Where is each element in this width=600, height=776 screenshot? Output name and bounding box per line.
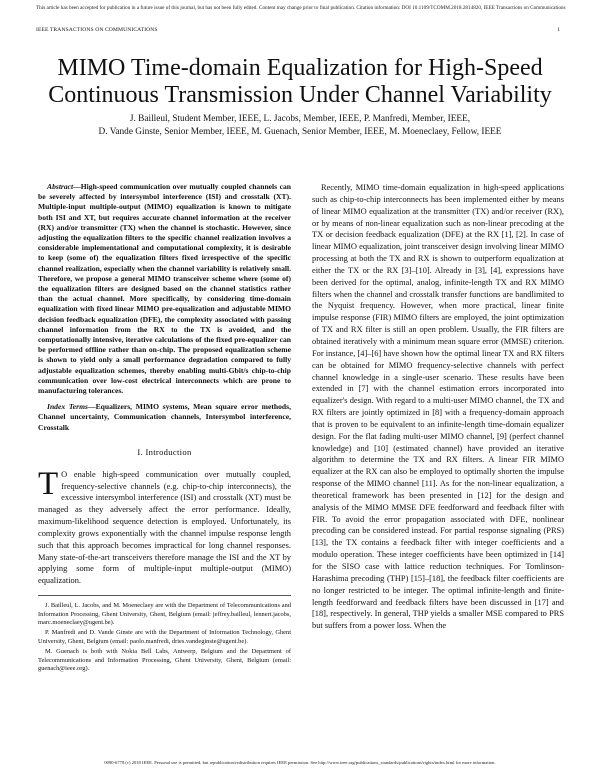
index-terms-text: —Equalizers, MIMO systems, Mean square error methods, Channel uncertainty, Communication channels, Intersymbol interference, Crosstalk	[38, 402, 291, 432]
introduction-text: O enable high-speed communication over mutually coupled, frequency-selective channels (e.g. chip-to-chip interconnects), the excessive intersymbol interference (ISI) and crosstalk (XT) must be managed as they adversely affect the error performance. Ideally, maximum-likelihood sequence detection is employed. Unfortunately, its complexity grows exponentially with the channel impulse response length such that this approach becomes impractical for long channel responses. Many state-of-the-art transceivers therefore manage the ISI and the XT by applying some form of multiple-input multiple-output (MIMO) equalization.	[38, 469, 291, 586]
section-heading-introduction: I. Introduction	[137, 446, 192, 457]
author-list	[30, 113, 570, 139]
author-line-1: J. Bailleul, Student Member, IEEE, L. Jacobs, Member, IEEE, P. Manfredi, Member, IEEE,	[129, 114, 471, 124]
drop-cap: T	[38, 465, 59, 502]
footnote: P. Manfredi and D. Vande Ginste are with the Department of Information Technology, Ghent University, Ghent, Belgium (email: paolo.manfredi, dries.vandeginste@ugent.be).	[38, 629, 291, 645]
prepublication-notice: This article has been accepted for publication in a future issue of this journal, but has not been fully edited. Content may change prior to final publication. Citation information: DOI 10.1109/TCOMM.2018.2814820, IEEE Transactions on Communications	[36, 5, 566, 11]
left-column	[38, 182, 291, 675]
footnote: J. Bailleul, L. Jacobs, and M. Moeneclaey are with the Department of Telecommunications and Information Processing, Ghent University, Ghent, Belgium (email: jeffrey.bailleul, lennert.jacobs, marc.moeneclaey@ugent.be).	[38, 602, 291, 626]
introduction-paragraph	[38, 465, 291, 587]
body-paragraph: Recently, MIMO time-domain equalization in high-speed applications such as chip-to-chip interconnects has been implemented either by means of linear MIMO equalization at the transmitter (TX) and/or receiver (RX), or by means of non-linear equalization such as non-linear precoding at the TX or decision feedback equalization (DFE) at the RX [1], [2]. In case of linear MIMO equalization, joint transceiver design involving linear MIMO processing at both the TX and RX is shown to outperform equalization at either the TX or the RX [3]–[10]. Already in [3], [4], expressions have been derived for the optimal, analog, infinite-length TX and RX MIMO filters when the channel and crosstalk transfer functions are bandlimited to the Nyquist frequency. However, when more practical, linear finite impulse response (FIR) MIMO filters are employed, the joint optimization of TX and RX filter is still an open problem. Usually, the FIR filters are obtained iteratively with a minimum mean square error (MMSE) criterion. For instance, [4]–[6] have shown how the optimal linear TX and RX filters can be obtained for MIMO frequency-selective channels with perfect channel knowledge in a single-user scenario. These results have been extended in [7] with the channel estimation errors incorporated into equalizer's design. With regard to a multi-user MIMO channel, the TX and RX filters are jointly optimized in [8] with a frequency-domain approach that is proven to be equivalent to an infinite-length time-domain equalizer design. For the flat fading multi-user MIMO channel, [9] (perfect channel knowledge) and [10] (estimated channel) have provided an iterative algorithm to determine the TX and RX filters. A linear FIR MIMO equalizer at the RX can also be employed to optimally shorten the impulse response of the MIMO channel [11]. As for the non-linear equalization, a theoretical framework has been presented in [12] for the design and analysis of the MIMO MMSE DFE feedforward and feedback filter with FIR. To avoid the error propagation associated with DFE, nonlinear precoding can be considered instead. For partial response signaling (PRS) [13], the TX contains a feedback filter with integer coefficients and a modulo operation. These integer coefficients have been optimized in [14] for the SISO case with lattice reduction techniques. For Tomlinson-Harashima precoding (THP) [15]–[18], the feedback filter coefficients are no longer restricted to be integer. The optimal infinite-length and finite-length feedforward and feedback filters have been discussed in [17] and [18], respectively. In general, THP yields a smaller MSE compared to PRS but suffers from a power loss. When the	[312, 183, 564, 631]
author-footnotes	[38, 595, 291, 673]
author-line-2: D. Vande Ginste, Senior Member, IEEE, M. Guenach, Senior Member, IEEE, M. Moeneclaey, Fellow, IEEE	[98, 127, 502, 138]
copyright-footer: 0090-6778 (c) 2018 IEEE. Personal use is permitted, but republication/redistribution requires IEEE permission. See http://www.ieee.org/publications_standards/publications/rights/index.html for more information.	[104, 760, 496, 765]
index-terms-label: Index Terms	[47, 402, 88, 412]
paper-title: MIMO Time-domain Equalization for High-Speed Continuous Transmission Under Channel Variability	[48, 55, 552, 108]
abstract-label: Abstract	[47, 182, 74, 191]
page-number: 1	[557, 27, 560, 33]
abstract	[38, 182, 291, 396]
right-column	[312, 182, 564, 632]
journal-name: IEEE TRANSACTIONS ON COMMUNICATIONS	[36, 27, 158, 33]
footnote: M. Guenach is both with Nokia Bell Labs, Antwerp, Belgium and the Department of Telecommunications and Information Processing, Ghent University, Ghent, Belgium (email: guenach@ieee.org).	[38, 648, 291, 672]
index-terms	[38, 402, 291, 433]
abstract-text: —High-speed communication over mutually coupled channels can be severely affected by intersymbol interference (ISI) and crosstalk (XT). Multiple-input multiple-output (MIMO) equalization is known to mitigate both ISI and XT, but requires accurate channel information at the receiver (RX) and/or transmitter (TX) when the channel is stochastic. However, since adjusting the equalization filters to the specific channel realization involves a considerable implementational and computational complexity, it is desirable to keep (some of) the equalization filters fixed irrespective of the specific channel realization, especially when the channel variability is relatively small. Therefore, we propose a general MIMO transceiver scheme where (some of) the equalization filters are designed based on the channel statistics rather than the actual channel. More specifically, by considering time-domain equalization with fixed linear MIMO pre-equalization and adjustable MIMO decision feedback equalization (DFE), the complexity associated with passing channel information from the RX to the TX is avoided, and the computationally intensive, iterative calculations of the fixed pre-equalizer can be performed offline rather than on-chip. The proposed equalization scheme is shown to yield only a small performance degradation compared to fully adjustable equalization schemes, thereby enabling multi-Gbit/s chip-to-chip communication over low-cost electrical interconnects which are prone to manufacturing tolerances.	[38, 182, 291, 396]
